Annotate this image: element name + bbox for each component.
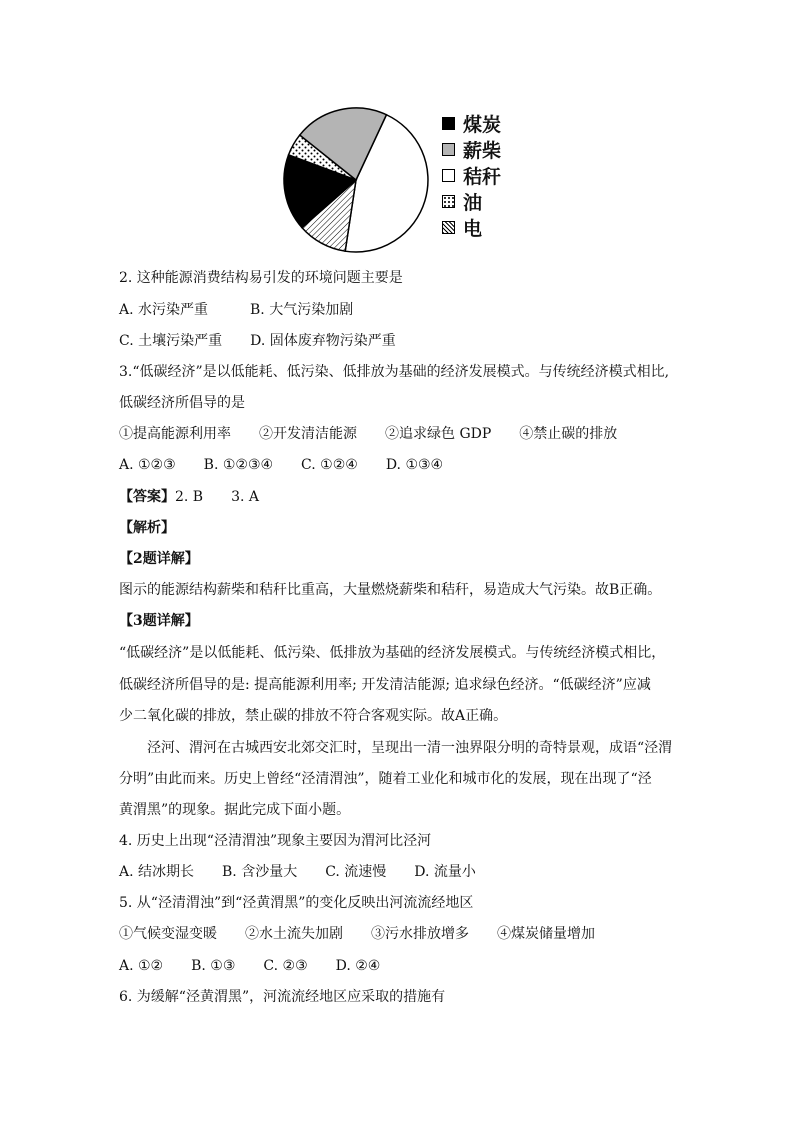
- q3-stem-line1: 3.“低碳经济”是以低能耗、低污染、低排放为基础的经济发展模式。与传统经济模式相比,: [119, 364, 670, 380]
- answer-text: 2. B 3. A: [175, 489, 260, 505]
- legend-swatch-1: [442, 143, 455, 156]
- legend-swatch-0: [442, 117, 455, 130]
- analysis-label: 【解析】: [119, 520, 175, 536]
- answer-label: 【答案】: [119, 489, 175, 505]
- legend-item-1: [442, 136, 532, 162]
- legend-swatch-2: [442, 169, 455, 182]
- q6-stem: 6. 为缓解“泾黄渭黑”，河流流经地区应采取的措施有: [119, 989, 446, 1005]
- q2-detail: 图示的能源结构薪柴和秸秆比重高，大量燃烧薪柴和秸秆，易造成大气污染。故B正确。: [119, 582, 662, 598]
- chart-legend: [442, 110, 532, 240]
- legend-swatch-4: [442, 221, 455, 234]
- q3-detail-line2: 低碳经济所倡导的是: 提高能源利用率; 开发清洁能源; 追求绿色经济。“低碳经济”应减: [119, 677, 651, 693]
- q5-items: ①气候变湿变暖 ②水土流失加剧 ③污水排放增多 ④煤炭储量增加: [119, 926, 595, 942]
- q3-options: A. ①②③ B. ①②③④ C. ①②④ D. ①③④: [119, 457, 444, 473]
- legend-label-0: 煤炭: [463, 113, 502, 136]
- legend-label-3: 油: [463, 191, 483, 214]
- q3-items: ①提高能源利用率 ②开发清洁能源 ②追求绿色 GDP ④禁止碳的排放: [119, 426, 618, 442]
- passage-line2: 分明”由此而来。历史上曾经“泾清渭浊”，随着工业化和城市化的发展，现在出现了“泾: [119, 771, 652, 787]
- q3-stem-line2: 低碳经济所倡导的是: [119, 395, 245, 411]
- legend-item-0: [442, 110, 532, 136]
- q2-options-ab: A. 水污染严重 B. 大气污染加剧: [119, 302, 354, 318]
- q3-detail-label: 【3题详解】: [119, 613, 199, 629]
- legend-label-2: 秸秆: [463, 165, 502, 188]
- q3-detail-line3: 少二氧化碳的排放，禁止碳的排放不符合客观实际。故A正确。: [119, 708, 508, 724]
- q3-detail-line1: “低碳经济”是以低能耗、低污染、低排放为基础的经济发展模式。与传统经济模式相比，: [119, 645, 666, 661]
- q2-detail-label: 【2题详解】: [119, 551, 199, 567]
- answer-line: [119, 487, 259, 507]
- legend-item-3: [442, 188, 532, 214]
- passage-line1: 泾河、渭河在古城西安北郊交汇时，呈现出一清一浊界限分明的奇特景观，成语“泾渭: [147, 740, 673, 756]
- q5-options: A. ①② B. ①③ C. ②③ D. ②④: [119, 958, 381, 974]
- q2-options-cd: C. 土壤污染严重 D. 固体废弃物污染严重: [119, 333, 396, 349]
- q4-options: A. 结冰期长 B. 含沙量大 C. 流速慢 D. 流量小: [119, 864, 476, 880]
- q5-stem: 5. 从“泾清渭浊”到“泾黄渭黑”的变化反映出河流流经地区: [119, 895, 474, 911]
- passage-line3: 黄渭黑”的现象。据此完成下面小题。: [119, 802, 351, 818]
- q2-stem: 2. 这种能源消费结构易引发的环境问题主要是: [119, 270, 403, 286]
- q4-stem: 4. 历史上出现“泾清渭浊”现象主要因为渭河比泾河: [119, 833, 432, 849]
- legend-item-4: [442, 214, 532, 240]
- legend-label-4: 电: [463, 217, 483, 240]
- legend-item-2: [442, 162, 532, 188]
- legend-swatch-3: [442, 195, 455, 208]
- legend-label-1: 薪柴: [463, 139, 502, 162]
